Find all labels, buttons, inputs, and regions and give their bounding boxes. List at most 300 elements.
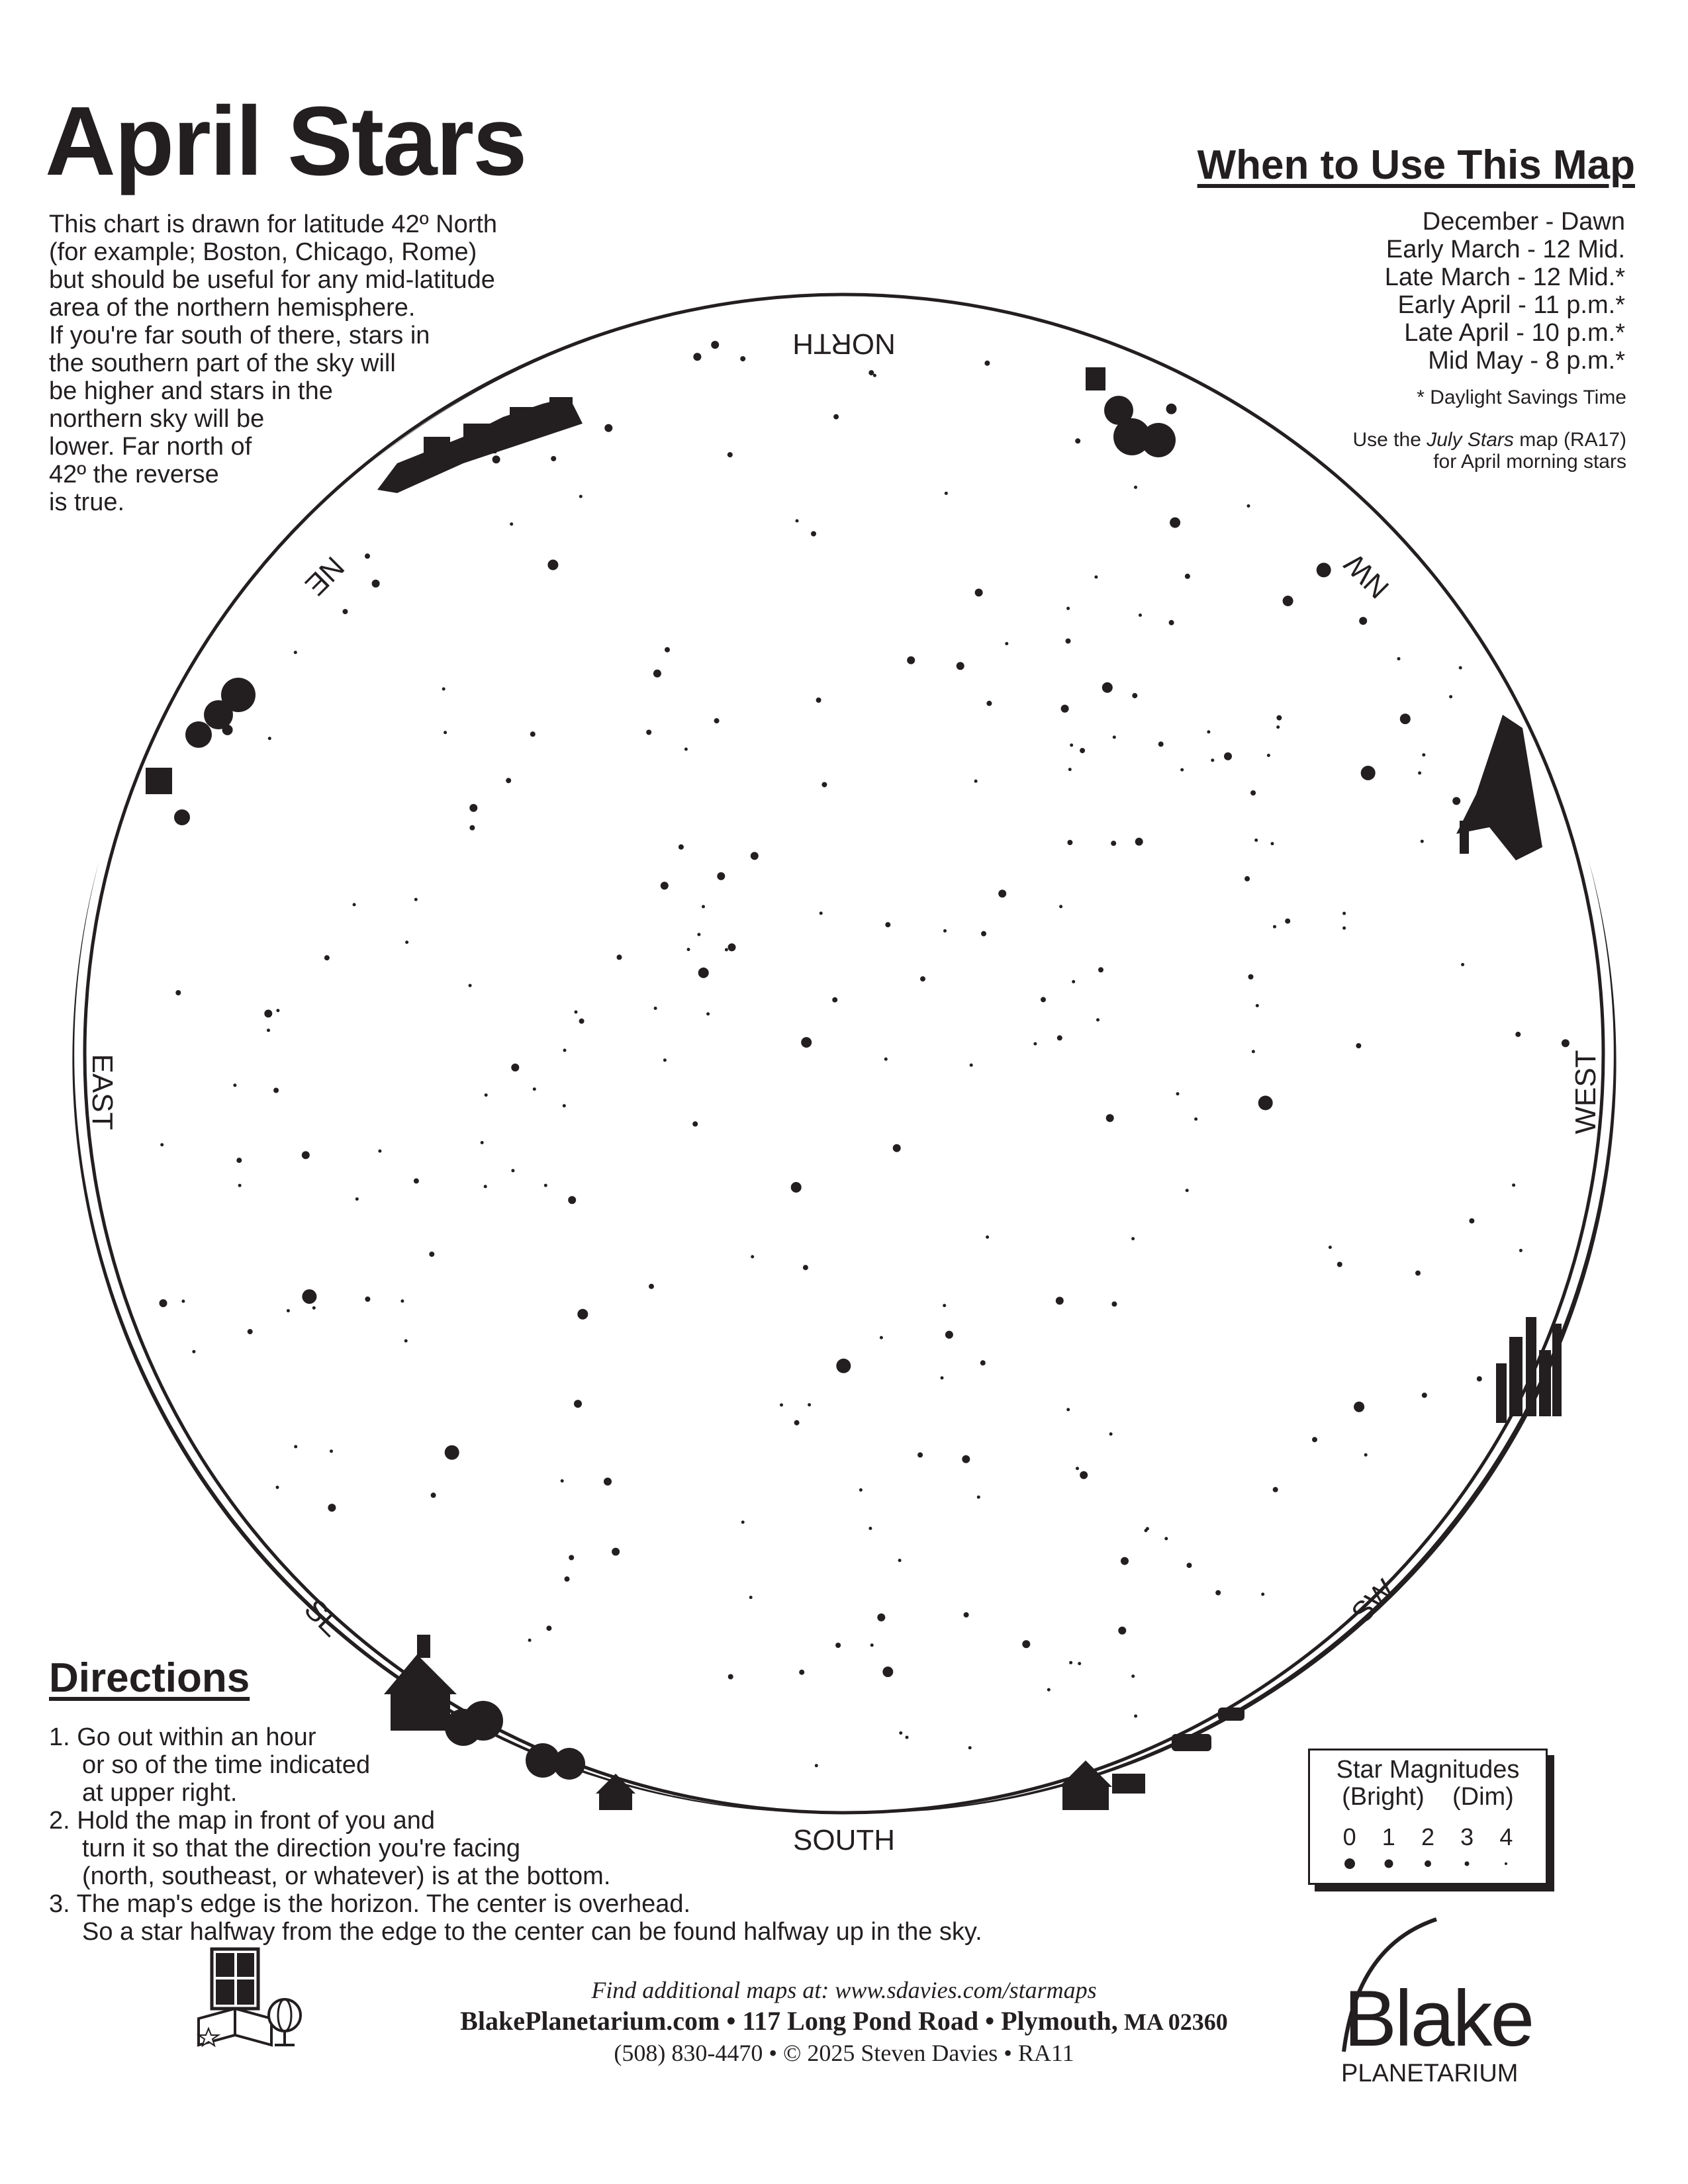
star: [1185, 574, 1190, 579]
star: [962, 1455, 970, 1463]
direction-line: 1. Go out within an hour: [49, 1723, 316, 1751]
star: [546, 1625, 551, 1631]
star: [568, 1196, 576, 1204]
star: [679, 844, 684, 850]
star: [711, 341, 719, 349]
star: [832, 997, 837, 1003]
star: [469, 804, 477, 812]
star: [877, 1614, 885, 1621]
star: [175, 990, 181, 995]
star: [1215, 1590, 1221, 1596]
schedule-item: Late March - 12 Mid.*: [1384, 263, 1625, 291]
star: [803, 1265, 808, 1270]
star: [617, 954, 622, 960]
star: [945, 1331, 953, 1339]
star: [1066, 1408, 1070, 1411]
star: [378, 1150, 381, 1153]
star: [577, 1309, 588, 1320]
star: [893, 1144, 901, 1152]
star: [1317, 563, 1331, 577]
footer-address-state: MA 02360: [1117, 2009, 1228, 2035]
star: [728, 1674, 733, 1680]
star: [1033, 1042, 1037, 1046]
star: [665, 647, 670, 653]
star: [302, 1289, 316, 1304]
star: [353, 903, 356, 906]
star: [1075, 438, 1080, 443]
star: [1256, 1004, 1259, 1007]
star: [1072, 980, 1075, 983]
magnitude-legend: [1308, 1749, 1548, 1885]
star: [1056, 1297, 1064, 1304]
star: [799, 1670, 804, 1675]
star: [868, 1527, 872, 1530]
star: [943, 1304, 946, 1307]
compass-south: SOUTH: [793, 1824, 895, 1856]
intro-line: lower. Far north of: [49, 433, 252, 461]
star: [574, 1400, 582, 1408]
star: [302, 1151, 310, 1159]
star: [684, 748, 688, 751]
magnitude-dot: [1344, 1858, 1355, 1869]
star: [957, 662, 964, 670]
star: [986, 1236, 989, 1239]
star: [506, 778, 511, 783]
compass-west: WEST: [1570, 1050, 1602, 1134]
star: [1134, 1715, 1137, 1718]
star: [563, 1104, 566, 1107]
directions-list: [49, 1723, 982, 1946]
star: [977, 1496, 980, 1499]
morning-note-prefix: Use the: [1352, 429, 1427, 451]
star: [943, 929, 947, 933]
magnitude-dots: [1330, 1854, 1526, 1874]
star: [816, 698, 821, 703]
star: [222, 725, 233, 735]
star: [565, 1576, 570, 1582]
star: [510, 522, 513, 525]
star: [442, 688, 445, 691]
dst-note: * Daylight Savings Time: [1417, 387, 1626, 408]
star: [160, 1143, 164, 1146]
direction-line: 2. Hold the map in front of you and: [49, 1807, 436, 1835]
direction-line: 3. The map's edge is the horizon. The center is overhead.: [49, 1890, 691, 1918]
star: [907, 657, 915, 664]
star: [530, 731, 536, 737]
star: [1469, 1218, 1474, 1224]
star: [725, 948, 728, 952]
direction-line: So a star halfway from the edge to the center can be found halfway up in the sky.: [82, 1918, 982, 1946]
star: [1258, 1096, 1273, 1111]
magnitude-dot: [1425, 1860, 1431, 1867]
star: [579, 495, 583, 498]
star: [1452, 797, 1460, 805]
star: [741, 1521, 745, 1524]
schedule-item: Late April - 10 p.m.*: [1404, 319, 1625, 347]
star: [796, 520, 799, 523]
magnitude-level: 4: [1499, 1823, 1513, 1850]
star: [1111, 1301, 1117, 1306]
schedule-item: Early March - 12 Mid.: [1385, 236, 1625, 263]
logo-name: Blake: [1344, 1974, 1533, 2063]
star: [868, 370, 874, 375]
star: [192, 1350, 195, 1353]
star: [1022, 1640, 1030, 1648]
star: [431, 1492, 436, 1498]
footer-address-main: BlakePlanetarium.com • 117 Long Pond Road • Plymouth,: [460, 2006, 1118, 2036]
star: [324, 955, 330, 960]
star: [836, 1359, 851, 1373]
star: [1186, 1189, 1189, 1192]
star: [1135, 838, 1143, 846]
star: [1113, 735, 1116, 739]
star: [780, 1403, 783, 1406]
star: [1076, 1467, 1079, 1470]
star: [414, 1178, 419, 1183]
star: [1512, 1183, 1515, 1187]
star: [563, 1049, 567, 1052]
star: [975, 588, 983, 596]
star: [445, 1445, 459, 1460]
intro-line: (for example; Boston, Chicago, Rome): [49, 238, 477, 266]
magnitude-dim: (Dim): [1452, 1783, 1514, 1811]
star: [276, 1486, 279, 1489]
star: [1080, 1471, 1088, 1479]
star: [835, 1643, 841, 1648]
star: [469, 984, 472, 987]
star: [264, 1010, 272, 1018]
star: [1059, 905, 1062, 908]
star: [1248, 974, 1254, 979]
star: [653, 670, 661, 678]
direction-line: or so of the time indicated: [82, 1751, 371, 1779]
star: [661, 882, 669, 889]
directions-heading: Directions: [49, 1655, 250, 1701]
star: [697, 933, 700, 936]
star: [575, 1011, 578, 1014]
star: [1066, 639, 1071, 644]
compass-se: SE: [298, 1592, 349, 1643]
star: [1109, 1432, 1113, 1435]
star: [533, 1087, 536, 1091]
star: [1254, 839, 1258, 842]
compass-north: NORTH: [792, 328, 896, 360]
star: [181, 1300, 185, 1303]
star: [945, 492, 948, 495]
star: [920, 976, 925, 981]
star: [1418, 772, 1421, 775]
star: [1146, 1527, 1149, 1530]
star: [1131, 1237, 1135, 1240]
star: [561, 1479, 564, 1482]
intro-line: This chart is drawn for latitude 42º North: [49, 210, 498, 238]
magnitude-dot: [1384, 1860, 1393, 1868]
star: [405, 940, 408, 944]
compass-ne: NE: [299, 550, 351, 602]
star: [328, 1504, 336, 1512]
star: [365, 553, 370, 559]
star: [1080, 748, 1085, 753]
star: [604, 424, 612, 432]
star: [1400, 713, 1411, 724]
star: [1342, 927, 1346, 930]
star: [1252, 1050, 1255, 1053]
star: [492, 455, 500, 463]
star: [547, 560, 558, 570]
star: [882, 1666, 893, 1677]
star: [808, 1403, 811, 1406]
compass-nw: NW: [1338, 547, 1395, 605]
star: [1170, 518, 1180, 528]
direction-line: turn it so that the direction you're facing: [82, 1835, 521, 1862]
star: [964, 1612, 969, 1617]
star: [1118, 1627, 1126, 1635]
star: [238, 1184, 242, 1187]
star: [1106, 1114, 1114, 1122]
star: [551, 456, 556, 461]
star: [884, 1058, 888, 1061]
star: [544, 1184, 547, 1187]
star: [873, 374, 876, 377]
star: [1356, 1043, 1361, 1048]
star: [400, 1299, 404, 1302]
magnitude-title: Star Magnitudes: [1336, 1756, 1520, 1784]
star: [294, 1445, 297, 1448]
star: [1078, 1662, 1081, 1665]
star: [1069, 1661, 1072, 1664]
star: [1094, 575, 1098, 578]
star: [1166, 404, 1177, 414]
star: [1477, 1376, 1482, 1381]
star: [1134, 486, 1137, 489]
star: [469, 825, 475, 831]
schedule-item: Early April - 11 p.m.*: [1397, 291, 1625, 319]
star: [1515, 1032, 1521, 1037]
star: [870, 1643, 874, 1647]
star: [1005, 642, 1008, 645]
star: [1361, 766, 1376, 780]
star: [820, 911, 823, 915]
star: [1194, 1117, 1197, 1120]
star: [372, 580, 380, 588]
star: [811, 531, 816, 537]
star: [981, 931, 986, 936]
star: [1276, 725, 1280, 729]
star: [974, 780, 978, 783]
star: [986, 701, 992, 706]
star: [1250, 790, 1256, 796]
star: [917, 1452, 923, 1457]
star: [833, 414, 839, 420]
direction-line: (north, southeast, or whatever) is at the bottom.: [82, 1862, 611, 1890]
magnitude-level: 0: [1342, 1823, 1356, 1850]
schedule-item: December - Dawn: [1422, 208, 1625, 236]
star: [1132, 693, 1137, 698]
star: [1329, 1246, 1332, 1249]
star: [268, 737, 271, 740]
star: [1169, 620, 1174, 625]
star: [821, 782, 827, 788]
star: [1139, 614, 1142, 617]
star: [1342, 912, 1346, 915]
when-to-use-heading: When to Use This Map: [1197, 142, 1635, 188]
star: [801, 1037, 812, 1048]
magnitude-levels: [1330, 1823, 1526, 1851]
star: [355, 1197, 359, 1201]
magnitude-bright: (Bright): [1342, 1783, 1425, 1811]
star: [654, 1007, 657, 1010]
star: [429, 1251, 434, 1257]
star: [528, 1639, 532, 1642]
star: [1267, 754, 1270, 757]
star: [984, 361, 990, 366]
star: [794, 1420, 800, 1426]
star: [1244, 876, 1250, 882]
star: [267, 1028, 270, 1032]
magnitude-dot: [1505, 1862, 1507, 1865]
star: [604, 1478, 612, 1486]
star: [485, 1093, 488, 1097]
star: [1359, 617, 1367, 625]
magnitude-level: 2: [1421, 1823, 1434, 1850]
star: [791, 1182, 802, 1193]
star: [880, 1336, 883, 1340]
star: [1207, 730, 1210, 733]
star: [998, 889, 1006, 897]
star: [692, 1121, 698, 1126]
star: [569, 1555, 574, 1561]
logo-sub: PLANETARIUM: [1341, 2060, 1519, 2087]
blake-planetarium-logo: [1317, 1893, 1556, 2087]
star: [1066, 607, 1070, 610]
star: [444, 731, 447, 734]
star: [751, 852, 759, 860]
star: [1158, 741, 1164, 747]
star: [273, 1088, 279, 1093]
direction-line: at upper right.: [82, 1779, 238, 1807]
star: [717, 872, 725, 880]
star: [1098, 967, 1103, 972]
star: [1273, 925, 1276, 929]
star: [404, 1340, 408, 1343]
star: [646, 730, 651, 735]
star: [1459, 666, 1462, 670]
compass-sw: SW: [1345, 1573, 1402, 1630]
star: [1461, 963, 1464, 966]
star: [1070, 743, 1073, 747]
star: [1519, 1249, 1523, 1252]
star: [728, 943, 736, 951]
star: [1164, 1537, 1168, 1540]
star: [1449, 695, 1452, 698]
star: [749, 1596, 753, 1599]
compass-east: EAST: [86, 1054, 118, 1130]
star: [365, 1297, 370, 1302]
star: [1121, 1557, 1129, 1565]
star: [970, 1064, 973, 1067]
star: [859, 1488, 863, 1492]
star: [1261, 1592, 1264, 1596]
star: [1337, 1262, 1342, 1267]
star: [1096, 1019, 1100, 1022]
intro-line: If you're far south of there, stars in: [49, 322, 430, 349]
star: [1354, 1402, 1364, 1412]
star: [287, 1309, 290, 1312]
intro-line: 42º the reverse: [49, 461, 219, 488]
schedule-item: Mid May - 8 p.m.*: [1428, 347, 1625, 375]
star: [1271, 842, 1274, 845]
star: [1180, 768, 1184, 772]
star: [1312, 1437, 1317, 1442]
star: [706, 1013, 710, 1016]
star: [330, 1449, 333, 1453]
star: [1211, 758, 1214, 762]
footer-find-maps: Find additional maps at: www.sdavies.com/starmaps: [591, 1977, 1097, 2003]
star: [980, 1360, 986, 1365]
star: [1187, 1563, 1192, 1568]
star: [484, 1185, 487, 1188]
magnitude-level: 1: [1382, 1823, 1395, 1850]
star: [248, 1329, 253, 1334]
morning-note-line2: for April morning stars: [1433, 451, 1626, 473]
star: [1061, 705, 1069, 713]
star: [941, 1377, 944, 1380]
star: [511, 1169, 514, 1172]
star: [506, 427, 517, 437]
star: [414, 898, 418, 901]
star: [236, 1158, 242, 1163]
star: [233, 1083, 236, 1087]
magnitude-dot: [1465, 1862, 1470, 1866]
star: [1041, 997, 1046, 1002]
star: [1397, 657, 1401, 660]
star: [649, 1284, 654, 1289]
star: [885, 922, 890, 927]
star: [579, 1019, 585, 1024]
star: [1131, 1674, 1135, 1678]
star: [1276, 715, 1282, 721]
star: [751, 1255, 754, 1258]
star: [1176, 1092, 1180, 1095]
intro-line: area of the northern hemisphere.: [49, 294, 416, 322]
star: [312, 1306, 316, 1310]
star: [1057, 1035, 1062, 1040]
star: [1111, 841, 1116, 846]
star: [702, 905, 705, 908]
star: [687, 948, 690, 951]
star: [1422, 1392, 1427, 1398]
morning-note-suffix: map (RA17): [1513, 429, 1626, 451]
star: [1247, 504, 1250, 508]
intro-line: northern sky will be: [49, 405, 265, 433]
star: [1415, 1271, 1421, 1276]
star: [1562, 1039, 1570, 1047]
star: [693, 353, 701, 361]
intro-line: but should be useful for any mid-latitude: [49, 266, 495, 294]
star: [1285, 919, 1290, 924]
intro-line: is true.: [49, 488, 125, 516]
magnitude-level: 3: [1460, 1823, 1474, 1850]
intro-line: the southern part of the sky will: [49, 349, 396, 377]
star: [727, 452, 733, 457]
star: [898, 1559, 902, 1562]
star: [1422, 753, 1425, 756]
star: [1102, 682, 1113, 693]
star: [1068, 768, 1072, 771]
footer-copyright: (508) 830-4470 • © 2025 Steven Davies • RA11: [614, 2040, 1074, 2066]
intro-line: be higher and stars in the: [49, 377, 333, 405]
star: [511, 1064, 519, 1071]
